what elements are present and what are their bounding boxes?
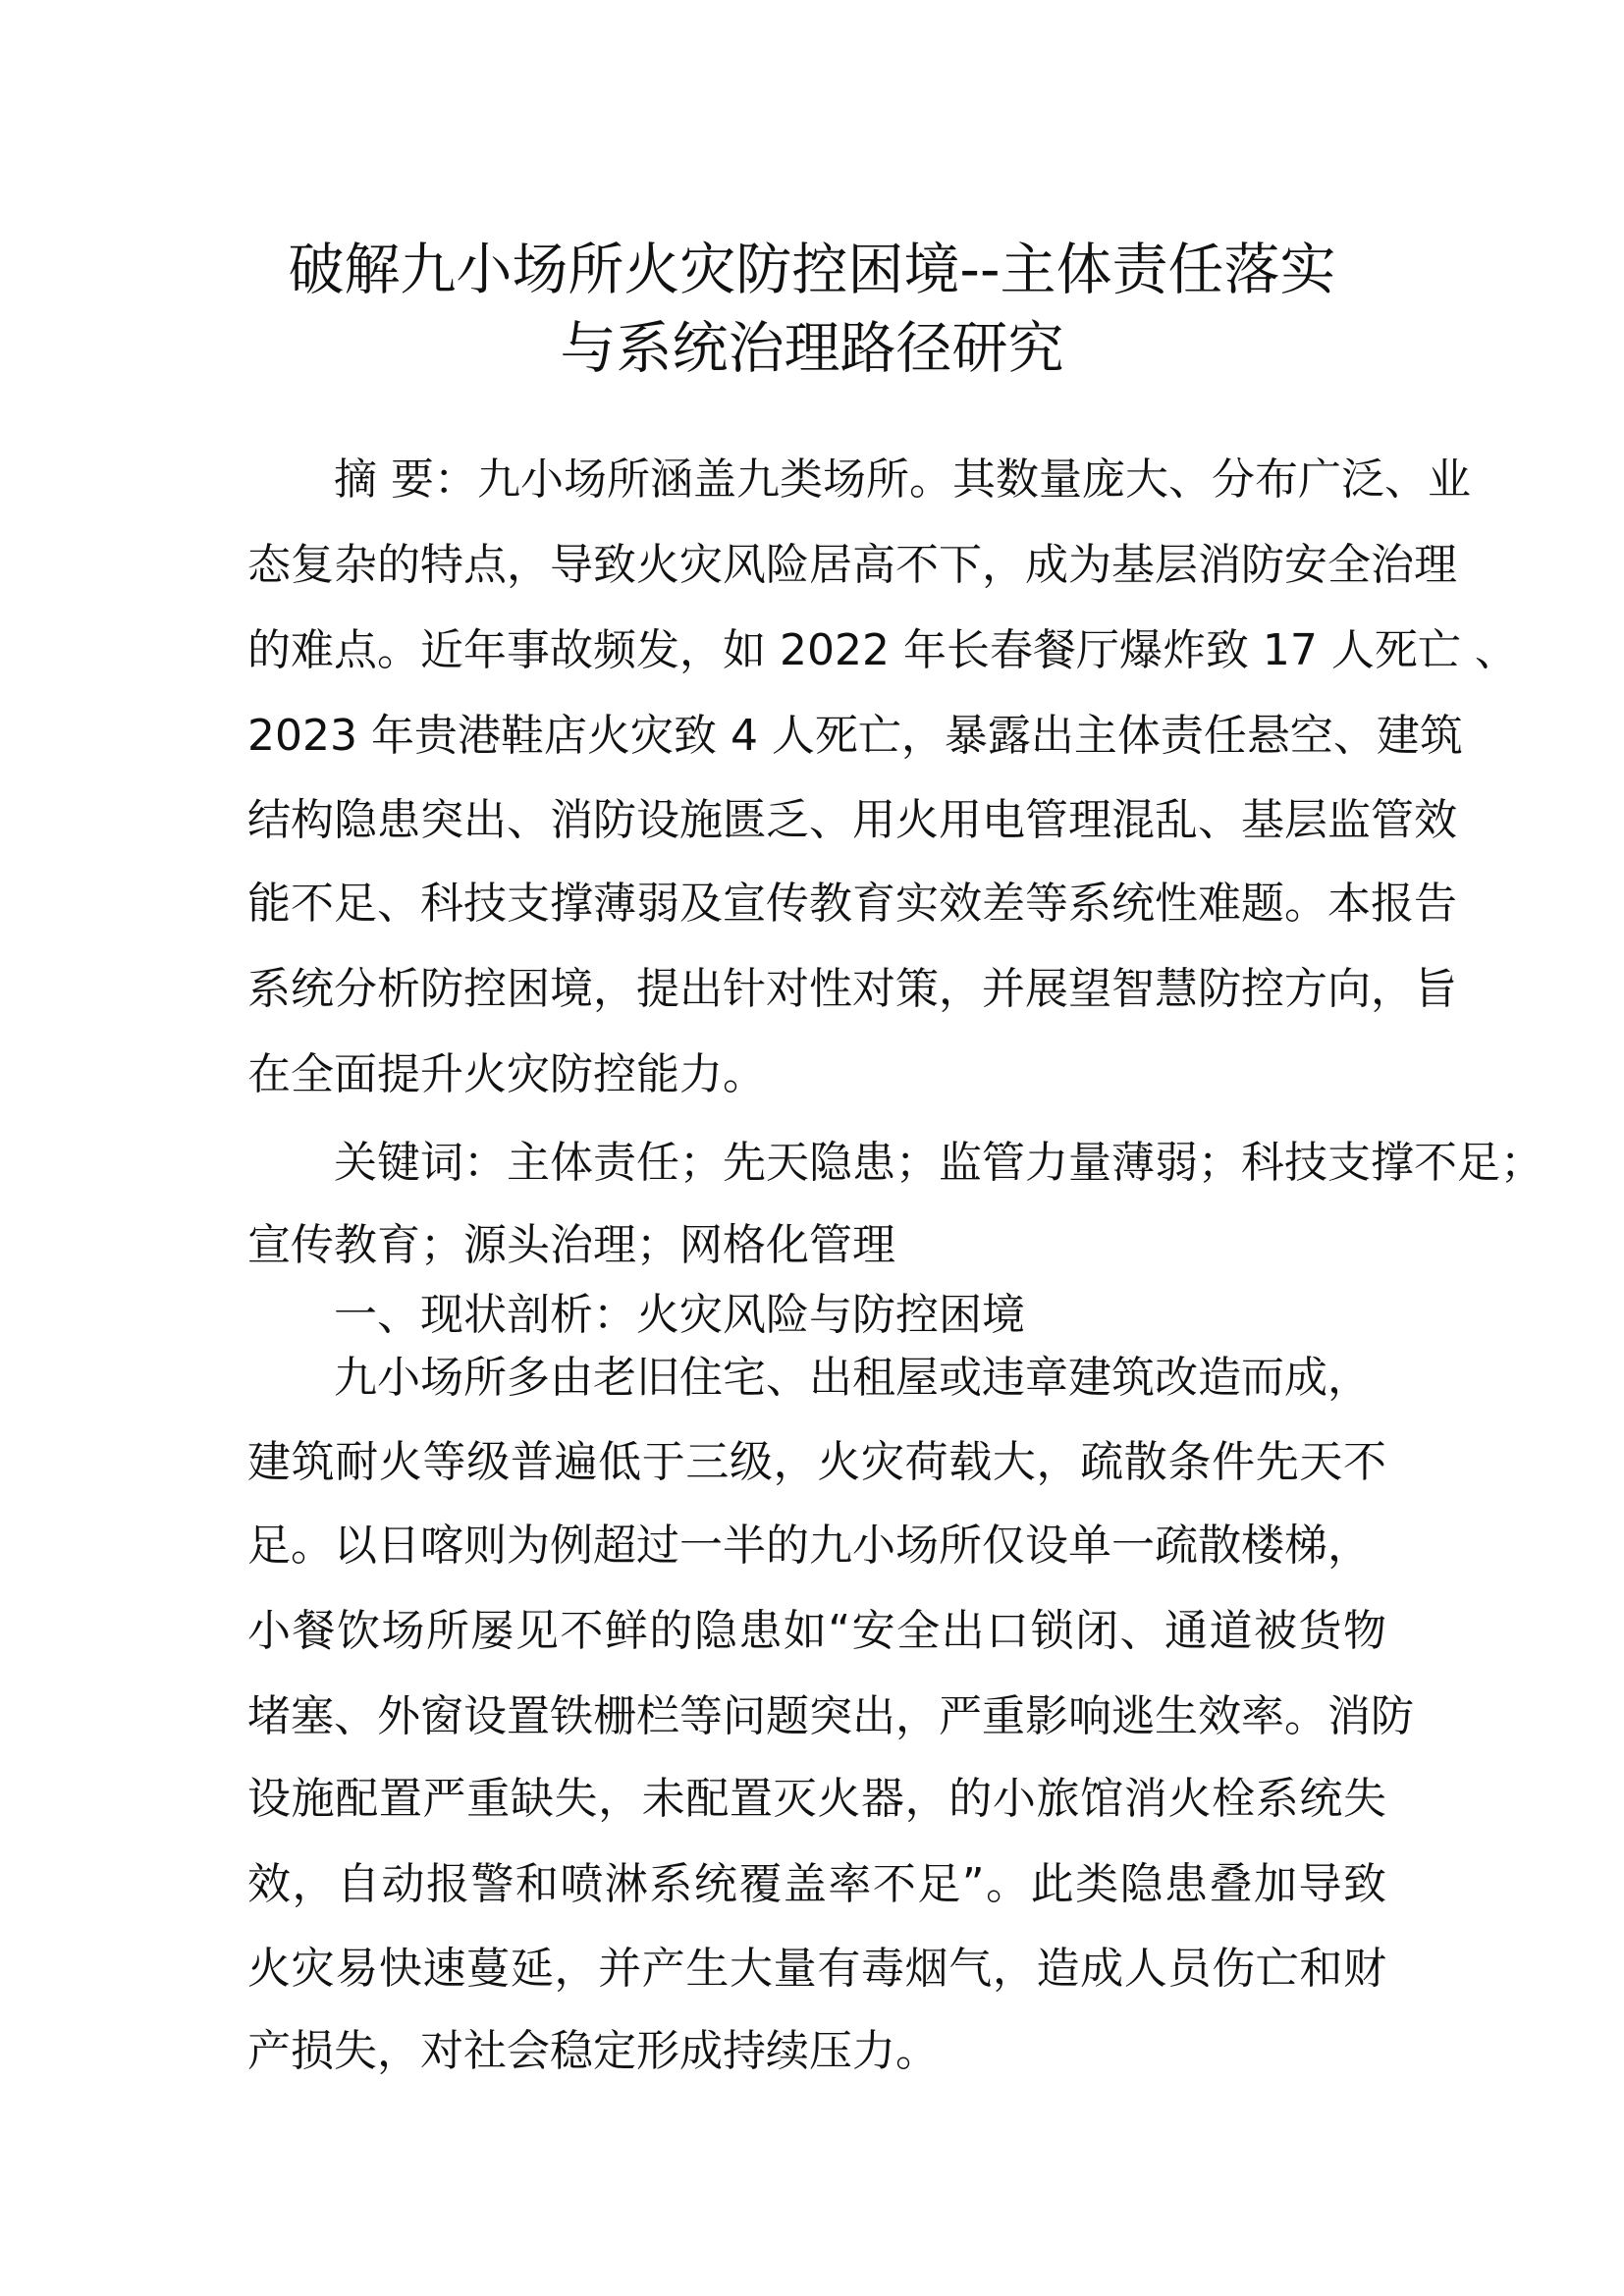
abstract-line: 系统分析防控困境，提出针对性对策，并展望智慧防控方向，旨 [247,964,1457,1014]
title-line: 破解九小场所火灾防控困境--主体责任落实 [288,238,1336,302]
abstract-line: 态复杂的特点，导致火灾风险居高不下，成为基层消防安全治理 [247,540,1457,590]
abstract-line: 的难点。近年事故频发，如 2022 年长春餐厅爆炸致 17 人死亡 、 [247,625,1518,675]
paragraph-line: 堵塞、外窗设置铁栅栏等问题突出，严重影响逃生效率。消防 [247,1691,1414,1741]
paragraph-line: 九小场所多由老旧住宅、出租屋或违章建筑改造而成， [334,1353,1371,1403]
abstract-line: 2023 年贵港鞋店火灾致 4 人死亡，暴露出主体责任悬空、建筑 [247,711,1463,761]
paragraph-line: 建筑耐火等级普遍低于三级，火灾荷载大，疏散条件先天不 [247,1437,1386,1487]
paragraph-line: 小餐饮场所屡见不鲜的隐患如“安全出口锁闭、通道被货物 [247,1606,1386,1656]
paragraph-line: 足。以日喀则为例超过一半的九小场所仅设单一疏散楼梯， [247,1521,1371,1571]
paragraph-line: 火灾易快速蔓延，并产生大量有毒烟气，造成人员伤亡和财 [247,1944,1386,1994]
paragraph-line: 效，自动报警和喷淋系统覆盖率不足”。此类隐患叠加导致 [247,1859,1386,1909]
abstract-line: 能不足、科技支撑薄弱及宣传教育实效差等系统性难题。本报告 [247,879,1457,929]
keywords-line: 关键词：主体责任；先天隐患；监管力量薄弱；科技支撑不足； [334,1138,1543,1188]
paragraph-line: 设施配置严重缺失，未配置灭火器，的小旅馆消火栓系统失 [247,1774,1386,1824]
title-line: 与系统治理路径研究 [560,316,1064,381]
paragraph-line: 产损失，对社会稳定形成持续压力。 [247,2026,939,2076]
abstract-line: 在全面提升火灾防控能力。 [247,1049,766,1099]
section-heading: 一、现状剖析：火灾风险与防控困境 [334,1290,1025,1340]
abstract-line: 结构隐患突出、消防设施匮乏、用火用电管理混乱、基层监管效 [247,795,1457,845]
abstract-line: 摘 要：九小场所涵盖九类场所。其数量庞大、分布广泛、业 [334,454,1471,505]
keywords-line: 宣传教育；源头治理；网格化管理 [247,1220,895,1270]
